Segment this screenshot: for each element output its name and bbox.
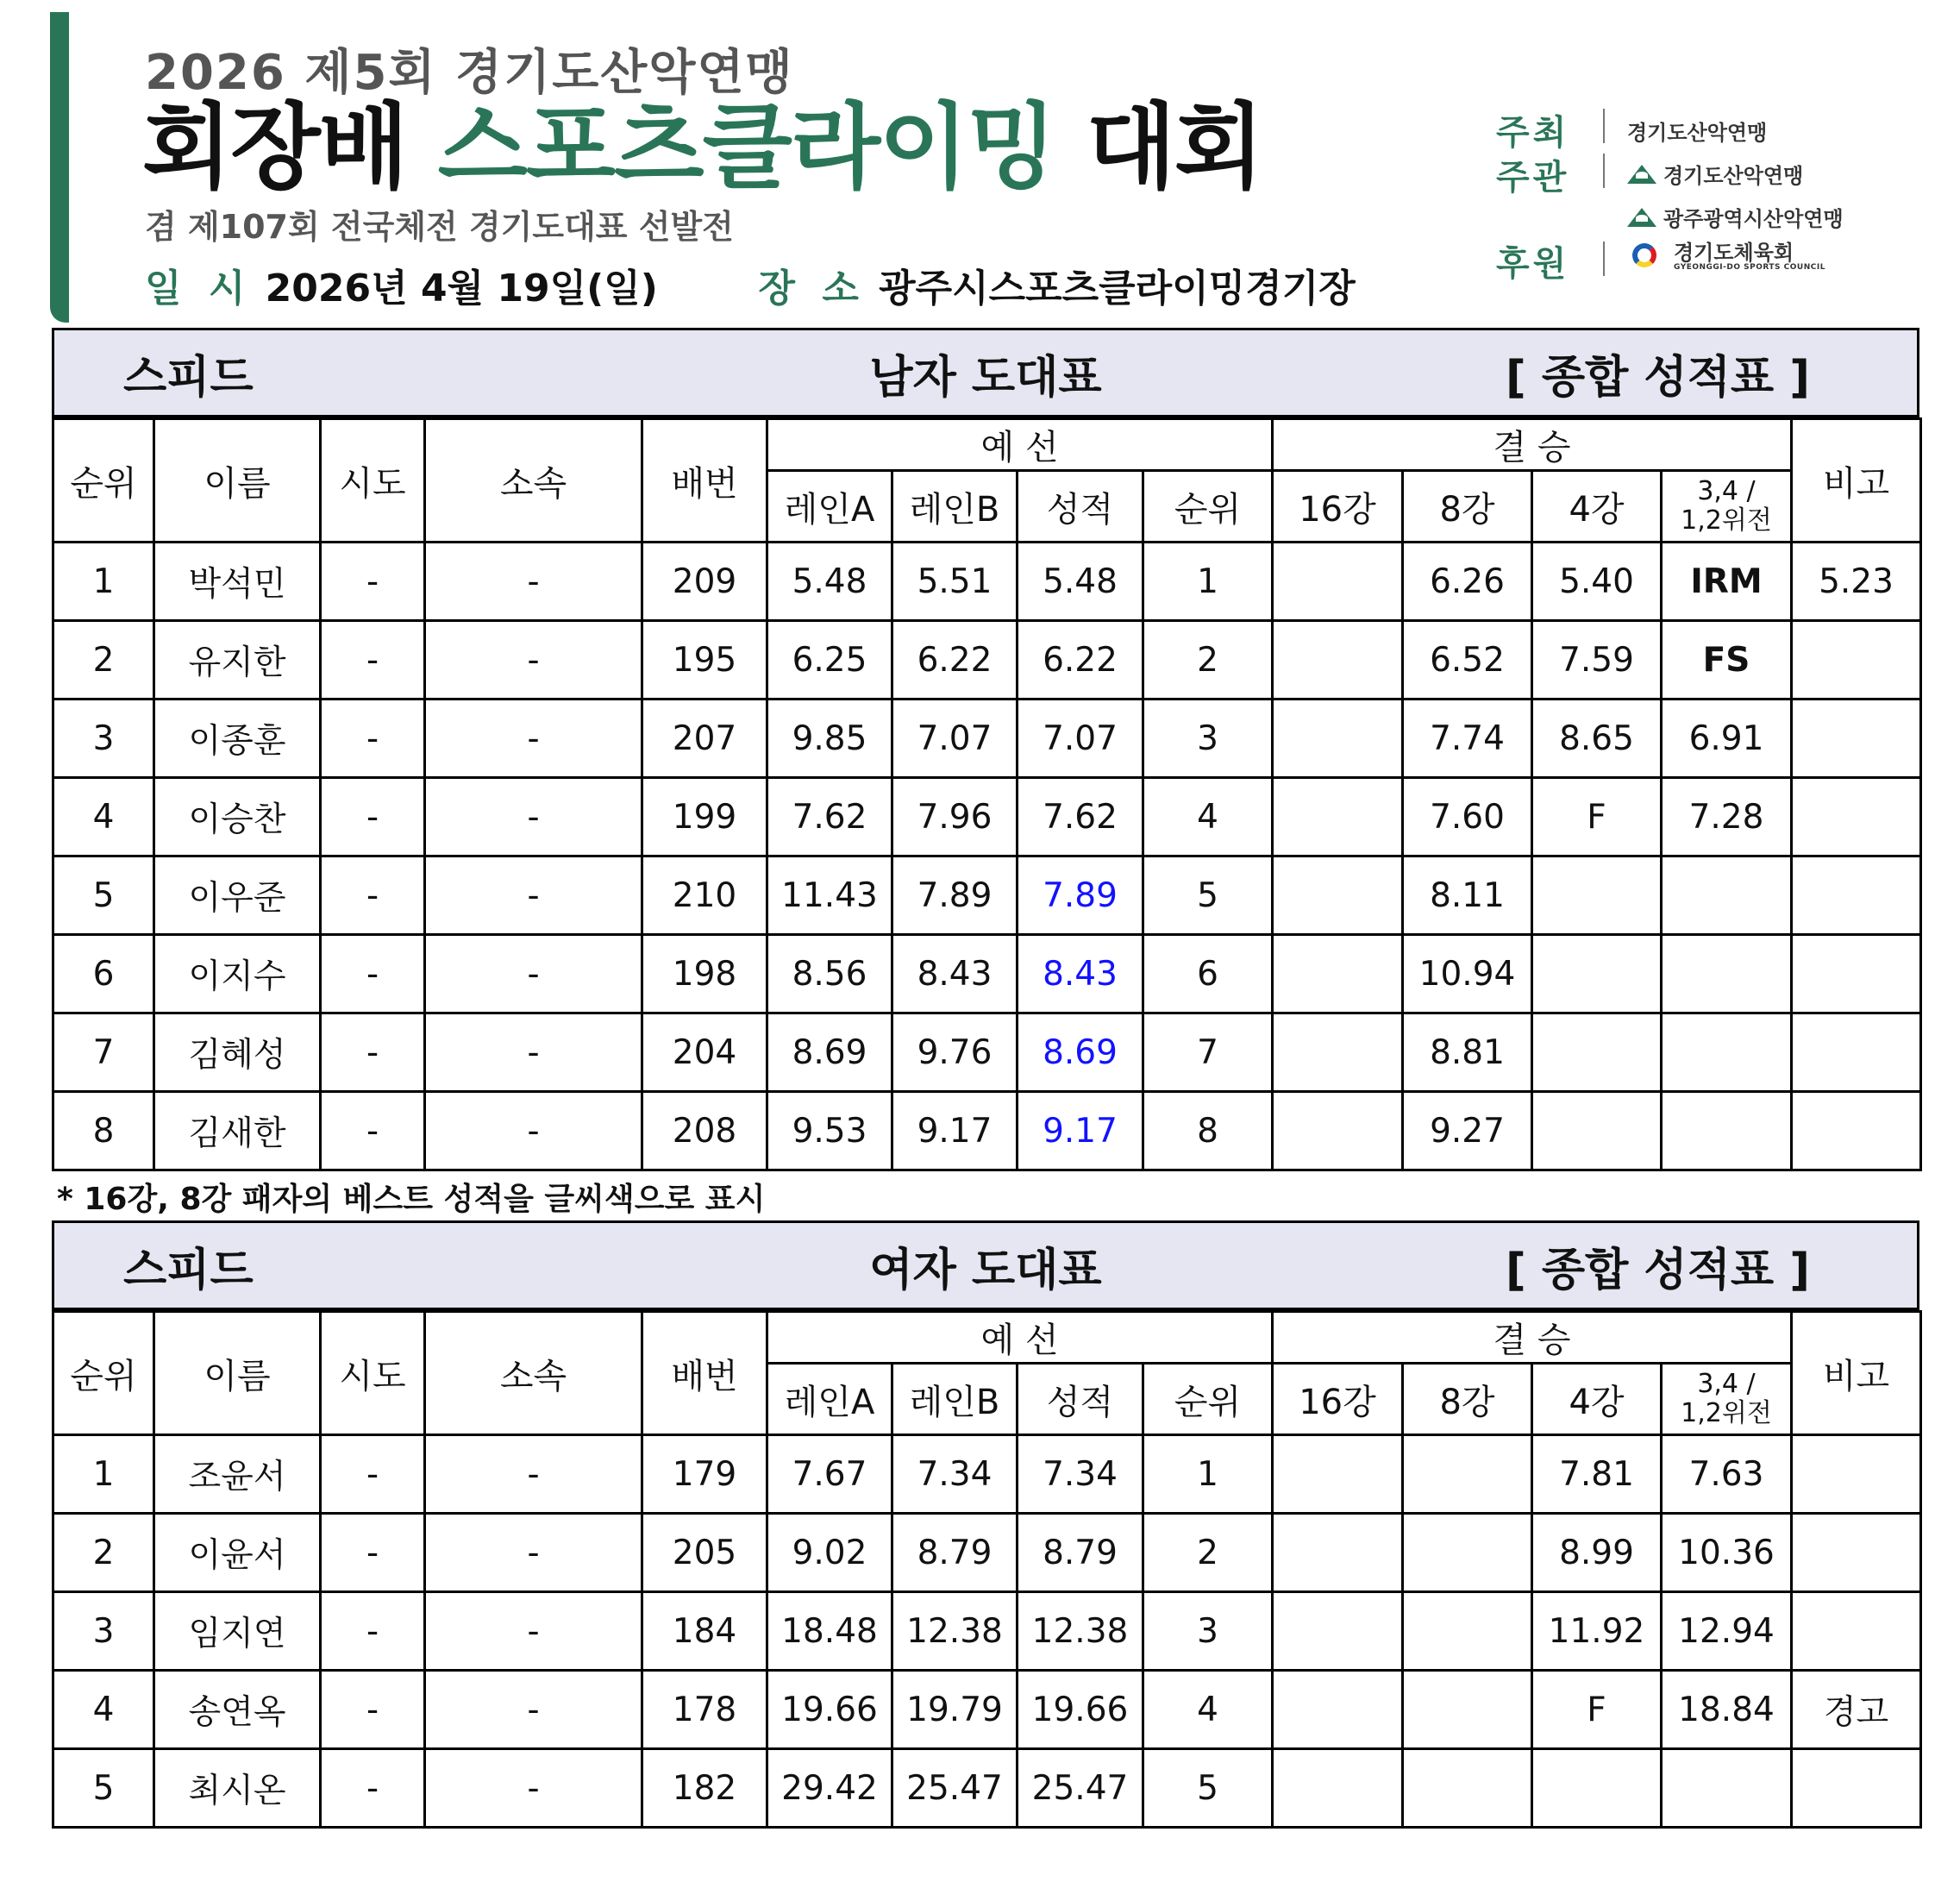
col-round-8: 8강 [1403, 471, 1532, 543]
cell-bib: 210 [642, 856, 767, 935]
sponsor-divider [1603, 242, 1605, 276]
col-bib: 배번 [642, 1312, 767, 1435]
organizer-label: 주관 [1496, 158, 1570, 198]
col-round-16: 16강 [1273, 471, 1403, 543]
cell-round-16 [1273, 935, 1403, 1013]
cell-round-8: 7.74 [1403, 700, 1532, 778]
cell-round-16 [1273, 700, 1403, 778]
cell-round-8 [1403, 1514, 1532, 1592]
cell-final-round: IRM [1662, 543, 1792, 621]
col-final-round-line2: 1,2위전 [1681, 1398, 1772, 1428]
col-final-round-line1: 3,4 / [1697, 1368, 1756, 1399]
cell-rank: 1 [53, 1435, 154, 1514]
cell-bib: 208 [642, 1092, 767, 1170]
cell-lane-a: 9.02 [767, 1514, 892, 1592]
col-qualification: 예 선 [767, 1312, 1273, 1364]
table-row [53, 856, 1921, 935]
table-row [53, 1092, 1921, 1170]
cell-qual-rank: 6 [1143, 935, 1273, 1013]
cell-score: 25.47 [1018, 1749, 1143, 1828]
col-final-round-line2: 1,2위전 [1681, 505, 1772, 536]
table-row [53, 1749, 1921, 1828]
host-name [1627, 116, 1767, 146]
cell-qual-rank: 4 [1143, 1671, 1273, 1749]
men-results-block [52, 328, 1919, 1171]
col-name: 이름 [154, 419, 321, 543]
cell-round-4 [1532, 1092, 1662, 1170]
cell-qual-rank: 2 [1143, 1514, 1273, 1592]
col-finals: 결 승 [1273, 1312, 1792, 1364]
cell-team: - [425, 1592, 642, 1671]
table-row [53, 935, 1921, 1013]
cell-rank: 5 [53, 856, 154, 935]
cell-name: 송연옥 [154, 1671, 321, 1749]
col-region: 시도 [321, 1312, 425, 1435]
table-row [53, 1671, 1921, 1749]
cell-bib: 195 [642, 621, 767, 700]
cell-round-16 [1273, 1092, 1403, 1170]
col-final-round [1662, 471, 1792, 543]
col-round-8: 8강 [1403, 1364, 1532, 1435]
table-row [53, 1435, 1921, 1514]
cell-name: 김혜성 [154, 1013, 321, 1092]
place-label: 장 소 [758, 267, 866, 311]
header-accent-bar [50, 12, 69, 323]
cell-region: - [321, 778, 425, 856]
cell-region: - [321, 856, 425, 935]
cell-round-4: 7.59 [1532, 621, 1662, 700]
cell-score: 7.89 [1018, 856, 1143, 935]
cell-lane-b: 6.22 [892, 621, 1018, 700]
cell-rank: 6 [53, 935, 154, 1013]
cell-round-8: 6.52 [1403, 621, 1532, 700]
cell-round-8: 9.27 [1403, 1092, 1532, 1170]
men-results-table [52, 417, 1922, 1171]
cell-lane-a: 11.43 [767, 856, 892, 935]
cell-lane-a: 18.48 [767, 1592, 892, 1671]
cell-score: 7.62 [1018, 778, 1143, 856]
cell-note [1792, 778, 1921, 856]
cell-name: 조윤서 [154, 1435, 321, 1514]
cell-round-8: 8.11 [1403, 856, 1532, 935]
event-title-part1: 회장배 [142, 94, 438, 202]
cell-lane-b: 7.96 [892, 778, 1018, 856]
col-lane-a: 레인A [767, 471, 892, 543]
cell-bib: 178 [642, 1671, 767, 1749]
cell-round-8: 6.26 [1403, 543, 1532, 621]
cell-round-4 [1532, 856, 1662, 935]
cell-round-4: 5.40 [1532, 543, 1662, 621]
col-round-4: 4강 [1532, 471, 1662, 543]
cell-bib: 199 [642, 778, 767, 856]
cell-round-4 [1532, 935, 1662, 1013]
cell-bib: 198 [642, 935, 767, 1013]
cell-region: - [321, 1749, 425, 1828]
cell-lane-b: 7.07 [892, 700, 1018, 778]
table-row [53, 1514, 1921, 1592]
cell-round-16 [1273, 1749, 1403, 1828]
cell-rank: 5 [53, 1749, 154, 1828]
cell-final-round: 6.91 [1662, 700, 1792, 778]
organizer-name-1 [1627, 159, 1803, 189]
sports-council-logo-icon [1627, 242, 1667, 273]
cell-final-round: 12.94 [1662, 1592, 1792, 1671]
cell-score: 19.66 [1018, 1671, 1143, 1749]
cell-lane-b: 5.51 [892, 543, 1018, 621]
cell-final-round [1662, 935, 1792, 1013]
col-region: 시도 [321, 419, 425, 543]
cell-name: 박석민 [154, 543, 321, 621]
page-header [0, 0, 1960, 328]
cell-region: - [321, 621, 425, 700]
cell-lane-b: 7.34 [892, 1435, 1018, 1514]
col-score: 성적 [1018, 1364, 1143, 1435]
cell-lane-b: 8.43 [892, 935, 1018, 1013]
sponsor-name-en: GYEONGGI-DO SPORTS COUNCIL [1674, 262, 1825, 272]
overall-results-label: [ 종합 성적표 ] [1505, 352, 1810, 404]
col-rank: 순위 [53, 419, 154, 543]
table-row [53, 1013, 1921, 1092]
col-qual-rank: 순위 [1143, 1364, 1273, 1435]
organizer-name-1-text: 경기도산악연맹 [1663, 164, 1804, 188]
cell-round-8: 10.94 [1403, 935, 1532, 1013]
table-row [53, 778, 1921, 856]
cell-team: - [425, 1435, 642, 1514]
col-round-16: 16강 [1273, 1364, 1403, 1435]
cell-note [1792, 1749, 1921, 1828]
cell-rank: 8 [53, 1092, 154, 1170]
cell-round-16 [1273, 1671, 1403, 1749]
col-finals: 결 승 [1273, 419, 1792, 471]
cell-note [1792, 1514, 1921, 1592]
event-title [142, 94, 1263, 202]
cell-rank: 7 [53, 1013, 154, 1092]
cell-lane-a: 29.42 [767, 1749, 892, 1828]
organizer-divider [1603, 154, 1605, 188]
cell-team: - [425, 1013, 642, 1092]
cell-round-16 [1273, 1514, 1403, 1592]
col-final-round [1662, 1364, 1792, 1435]
cell-qual-rank: 5 [1143, 1749, 1273, 1828]
cell-note [1792, 935, 1921, 1013]
cell-note [1792, 621, 1921, 700]
cell-score: 5.48 [1018, 543, 1143, 621]
cell-round-8 [1403, 1671, 1532, 1749]
table-row [53, 621, 1921, 700]
women-results-table [52, 1310, 1922, 1829]
cell-round-16 [1273, 621, 1403, 700]
cell-rank: 2 [53, 1514, 154, 1592]
cell-score: 7.07 [1018, 700, 1143, 778]
cell-note [1792, 1013, 1921, 1092]
cell-region: - [321, 700, 425, 778]
cell-qual-rank: 2 [1143, 621, 1273, 700]
cell-qual-rank: 8 [1143, 1092, 1273, 1170]
event-secondary-title: 겸 제107회 전국체전 경기도대표 선발전 [145, 208, 734, 246]
cell-note: 경고 [1792, 1671, 1921, 1749]
cell-bib: 182 [642, 1749, 767, 1828]
cell-name: 이종훈 [154, 700, 321, 778]
cell-rank: 4 [53, 1671, 154, 1749]
cell-score: 6.22 [1018, 621, 1143, 700]
cell-lane-a: 9.53 [767, 1092, 892, 1170]
cell-qual-rank: 1 [1143, 543, 1273, 621]
cell-score: 9.17 [1018, 1092, 1143, 1170]
cell-lane-b: 25.47 [892, 1749, 1018, 1828]
cell-score: 8.69 [1018, 1013, 1143, 1092]
cell-qual-rank: 1 [1143, 1435, 1273, 1514]
cell-score: 7.34 [1018, 1435, 1143, 1514]
cell-rank: 2 [53, 621, 154, 700]
date-label: 일 시 [145, 267, 253, 311]
cell-bib: 184 [642, 1592, 767, 1671]
col-qual-rank: 순위 [1143, 471, 1273, 543]
cell-name: 임지연 [154, 1592, 321, 1671]
cell-region: - [321, 935, 425, 1013]
cell-region: - [321, 1671, 425, 1749]
cell-name: 이우준 [154, 856, 321, 935]
cell-round-8: 8.81 [1403, 1013, 1532, 1092]
cell-round-16 [1273, 856, 1403, 935]
cell-region: - [321, 1013, 425, 1092]
col-team: 소속 [425, 1312, 642, 1435]
cell-round-4 [1532, 1013, 1662, 1092]
women-results-block [52, 1220, 1919, 1829]
col-note: 비고 [1792, 1312, 1921, 1435]
cell-bib: 205 [642, 1514, 767, 1592]
cell-lane-a: 8.56 [767, 935, 892, 1013]
cell-bib: 209 [642, 543, 767, 621]
cell-lane-a: 9.85 [767, 700, 892, 778]
discipline-label: 스피드 [123, 352, 254, 404]
sponsor-name-text: 경기도체육회 [1674, 240, 1794, 265]
cell-round-4: 7.81 [1532, 1435, 1662, 1514]
cell-team: - [425, 778, 642, 856]
col-team: 소속 [425, 419, 642, 543]
cell-team: - [425, 856, 642, 935]
col-note: 비고 [1792, 419, 1921, 543]
cell-round-4: F [1532, 778, 1662, 856]
col-bib: 배번 [642, 419, 767, 543]
cell-name: 유지한 [154, 621, 321, 700]
event-title-part2: 대회 [1055, 94, 1263, 202]
cell-final-round [1662, 1013, 1792, 1092]
cell-name: 최시온 [154, 1749, 321, 1828]
event-datetime-place [145, 257, 1356, 312]
cell-team: - [425, 1749, 642, 1828]
cell-team: - [425, 1514, 642, 1592]
cell-lane-b: 7.89 [892, 856, 1018, 935]
cell-name: 이윤서 [154, 1514, 321, 1592]
event-title-highlight: 스포츠클라이밍 [437, 94, 1055, 202]
cell-final-round [1662, 856, 1792, 935]
cell-rank: 3 [53, 1592, 154, 1671]
cell-final-round: 7.28 [1662, 778, 1792, 856]
footnote: * 16강, 8강 패자의 베스트 성적을 글씨색으로 표시 [57, 1182, 766, 1217]
cell-rank: 3 [53, 700, 154, 778]
host-name-text: 경기도산악연맹 [1627, 121, 1768, 145]
discipline-label: 스피드 [123, 1245, 254, 1296]
cell-team: - [425, 935, 642, 1013]
cell-lane-b: 9.17 [892, 1092, 1018, 1170]
cell-rank: 4 [53, 778, 154, 856]
cell-name: 이지수 [154, 935, 321, 1013]
cell-qual-rank: 5 [1143, 856, 1273, 935]
cell-lane-b: 19.79 [892, 1671, 1018, 1749]
category-label: 남자 도대표 [869, 352, 1102, 404]
cell-team: - [425, 700, 642, 778]
cell-final-round: FS [1662, 621, 1792, 700]
cell-bib: 204 [642, 1013, 767, 1092]
cell-lane-b: 8.79 [892, 1514, 1018, 1592]
overall-results-label: [ 종합 성적표 ] [1505, 1245, 1810, 1296]
cell-team: - [425, 621, 642, 700]
cell-round-4: 8.99 [1532, 1514, 1662, 1592]
cell-score: 12.38 [1018, 1592, 1143, 1671]
cell-final-round [1662, 1749, 1792, 1828]
women-table-title-bar [52, 1220, 1919, 1310]
col-qualification: 예 선 [767, 419, 1273, 471]
cell-lane-b: 9.76 [892, 1013, 1018, 1092]
date-value: 2026년 4월 19일(일) [265, 267, 658, 311]
col-lane-a: 레인A [767, 1364, 892, 1435]
cell-region: - [321, 1435, 425, 1514]
place-value: 광주시스포츠클라이밍경기장 [879, 267, 1356, 311]
cell-score: 8.43 [1018, 935, 1143, 1013]
cell-team: - [425, 1092, 642, 1170]
cell-note [1792, 856, 1921, 935]
cell-region: - [321, 1514, 425, 1592]
cell-lane-b: 12.38 [892, 1592, 1018, 1671]
cell-rank: 1 [53, 543, 154, 621]
men-table-title-bar [52, 328, 1919, 417]
cell-final-round: 10.36 [1662, 1514, 1792, 1592]
organizers-panel [1496, 0, 1944, 328]
col-score: 성적 [1018, 471, 1143, 543]
cell-round-16 [1273, 1435, 1403, 1514]
cell-lane-a: 8.69 [767, 1013, 892, 1092]
cell-round-4: 8.65 [1532, 700, 1662, 778]
cell-region: - [321, 1592, 425, 1671]
cell-round-4 [1532, 1749, 1662, 1828]
cell-lane-a: 19.66 [767, 1671, 892, 1749]
cell-qual-rank: 3 [1143, 700, 1273, 778]
organizer-name-2-text: 광주광역시산악연맹 [1663, 207, 1844, 231]
sponsor-label: 후원 [1496, 244, 1570, 284]
col-lane-b: 레인B [892, 1364, 1018, 1435]
col-lane-b: 레인B [892, 471, 1018, 543]
table-row [53, 700, 1921, 778]
category-label: 여자 도대표 [869, 1245, 1102, 1296]
cell-round-4: 11.92 [1532, 1592, 1662, 1671]
cell-round-8: 7.60 [1403, 778, 1532, 856]
col-rank: 순위 [53, 1312, 154, 1435]
cell-qual-rank: 7 [1143, 1013, 1273, 1092]
cell-bib: 179 [642, 1435, 767, 1514]
col-round-4: 4강 [1532, 1364, 1662, 1435]
col-name: 이름 [154, 1312, 321, 1435]
cell-final-round [1662, 1092, 1792, 1170]
mountain-emblem-icon [1627, 165, 1656, 184]
cell-round-8 [1403, 1435, 1532, 1514]
host-divider [1603, 109, 1605, 143]
cell-note [1792, 700, 1921, 778]
cell-round-4: F [1532, 1671, 1662, 1749]
sponsor-name [1627, 242, 1825, 273]
cell-round-16 [1273, 1013, 1403, 1092]
event-subtitle: 2026 제5회 경기도산악연맹 [145, 45, 794, 101]
cell-round-16 [1273, 778, 1403, 856]
cell-lane-a: 7.62 [767, 778, 892, 856]
cell-score: 8.79 [1018, 1514, 1143, 1592]
cell-round-8 [1403, 1592, 1532, 1671]
cell-region: - [321, 543, 425, 621]
cell-final-round: 18.84 [1662, 1671, 1792, 1749]
cell-note [1792, 1092, 1921, 1170]
mountain-emblem-icon [1627, 208, 1656, 227]
cell-final-round: 7.63 [1662, 1435, 1792, 1514]
cell-lane-a: 7.67 [767, 1435, 892, 1514]
host-label: 주최 [1496, 113, 1570, 153]
cell-bib: 207 [642, 700, 767, 778]
table-row [53, 1592, 1921, 1671]
cell-lane-a: 6.25 [767, 621, 892, 700]
organizer-name-2 [1627, 202, 1844, 232]
cell-name: 김새한 [154, 1092, 321, 1170]
cell-qual-rank: 3 [1143, 1592, 1273, 1671]
cell-team: - [425, 543, 642, 621]
col-final-round-line1: 3,4 / [1697, 475, 1756, 506]
cell-lane-a: 5.48 [767, 543, 892, 621]
cell-note [1792, 1592, 1921, 1671]
cell-round-16 [1273, 1592, 1403, 1671]
cell-round-16 [1273, 543, 1403, 621]
cell-note: 5.23 [1792, 543, 1921, 621]
cell-note [1792, 1435, 1921, 1514]
cell-qual-rank: 4 [1143, 778, 1273, 856]
cell-round-8 [1403, 1749, 1532, 1828]
cell-name: 이승찬 [154, 778, 321, 856]
table-row [53, 543, 1921, 621]
cell-team: - [425, 1671, 642, 1749]
cell-region: - [321, 1092, 425, 1170]
